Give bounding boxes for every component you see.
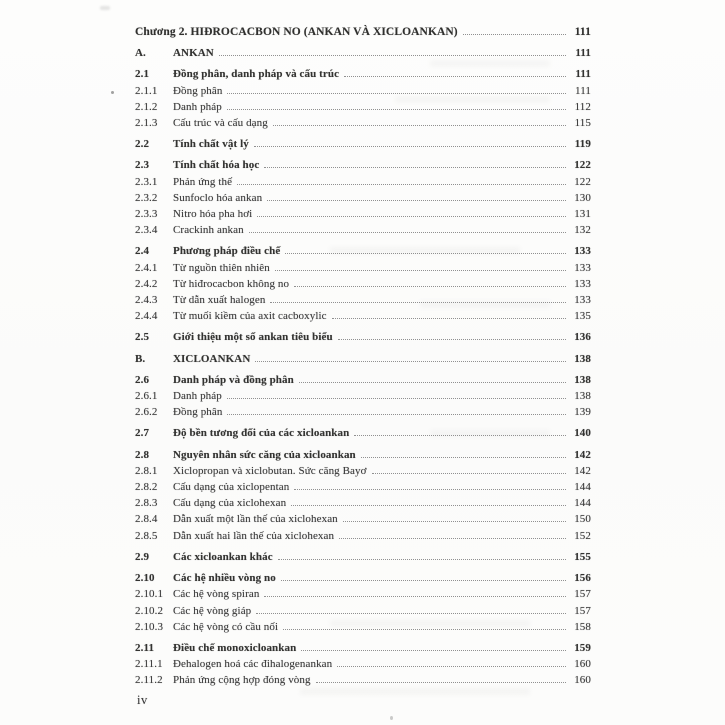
toc-entry-page: 111 [575,84,591,97]
toc-entry-number: 2.8 [135,448,150,461]
toc-entry-number: 2.10.3 [135,620,164,633]
toc-row [135,260,591,276]
toc-entry-number: 2.4.3 [135,294,158,307]
toc-row [135,157,591,173]
toc-row [135,222,591,238]
toc-entry-title: Các hệ vòng giáp [173,604,252,617]
toc-entry-title: Phản ứng cộng hợp đóng vòng [173,674,311,687]
toc-entry-page: 133 [574,245,591,258]
toc-entry-title: Danh pháp [173,100,222,113]
toc-entry-page: 119 [574,138,591,151]
toc-entry-number: 2.8.4 [135,513,158,526]
toc-entry-page: 122 [574,159,591,172]
dot-leader [285,253,566,254]
toc-entry-title: Phương pháp điều chế [173,245,281,258]
toc-entry-page: 140 [574,427,591,440]
toc-row [135,329,591,345]
toc-entry-number: 2.11.1 [135,658,163,671]
toc-entry-title: Phản ứng thế [173,175,233,188]
toc-entry-title: Từ nguồn thiên nhiên [173,261,270,274]
toc-entry-page: 138 [574,390,591,403]
toc-entry-title: Điều chế monoxicloankan [173,641,297,654]
dot-leader [372,473,566,474]
dot-leader [316,682,566,683]
toc-entry-page: 150 [574,513,591,526]
dot-leader [299,382,566,383]
toc-entry-number: 2.4 [135,245,150,258]
dot-leader [227,93,566,94]
table-of-contents [135,24,591,689]
toc-row [135,351,591,367]
toc-entry-number: 2.9 [135,550,150,563]
dot-leader [338,339,566,340]
toc-entry-page: 136 [574,331,591,344]
toc-entry-title: Tính chất vật lý [173,138,249,151]
toc-entry-number: 2.8.1 [135,464,158,477]
toc-entry-number: A. [135,47,146,60]
toc-entry-page: 111 [575,68,591,81]
toc-entry-number: 2.5 [135,331,150,344]
toc-row [135,495,591,511]
toc-entry-page: 144 [574,481,591,494]
dot-leader [237,184,566,185]
dot-leader [264,596,566,597]
dot-leader [270,302,566,303]
toc-entry-page: 138 [574,352,591,365]
toc-entry-title: Danh pháp và đồng phân [173,373,294,386]
toc-entry-number: 2.1.2 [135,100,158,113]
toc-entry-title: XICLOANKAN [173,352,251,365]
dot-leader [283,629,566,630]
toc-entry-page: 132 [574,224,591,237]
dot-leader [249,232,566,233]
toc-entry-title: Từ hiđrocacbon không no [173,277,290,290]
toc-entry-title: Đồng phân, danh pháp và cấu trúc [173,68,340,81]
toc-entry-page: 158 [574,620,591,633]
dot-leader [463,34,566,35]
toc-entry-page: 157 [574,588,591,601]
toc-row [135,190,591,206]
dot-leader [227,414,566,415]
dot-leader [273,125,566,126]
toc-entry-title: Xiclopropan và xiclobutan. Sức căng Bayơ [173,464,367,477]
toc-row [135,528,591,544]
toc-entry-title: Dẫn xuất một lần thế của xiclohexan [173,513,338,526]
toc-row [135,136,591,152]
toc-row [135,672,591,688]
toc-entry-number: 2.11.2 [135,674,163,687]
toc-entry-title: Cấu dạng của xiclopentan [173,481,290,494]
toc-entry-page: 156 [574,572,591,585]
toc-entry-number: 2.8.2 [135,481,158,494]
toc-entry-title: Các hệ vòng có cầu nối [173,620,279,633]
dot-leader [343,521,566,522]
toc-row [135,447,591,463]
toc-entry-number: 2.8.5 [135,529,158,542]
toc-row [135,656,591,672]
toc-entry-page: 159 [574,641,591,654]
toc-row [135,174,591,190]
toc-entry-title: Cấu trúc và cấu dạng [173,117,268,130]
toc-entry-number: 2.1 [135,68,150,81]
toc-entry-page: 133 [574,261,591,274]
toc-row [135,243,591,259]
dot-leader [219,55,566,56]
dot-leader [257,216,566,217]
toc-row [135,83,591,99]
toc-entry-number: 2.3.1 [135,175,158,188]
dot-leader [332,318,566,319]
dot-leader [337,666,566,667]
toc-entry-page: 135 [574,310,591,323]
toc-entry-title: Nitro hóa pha hơi [173,208,253,221]
toc-entry-page: 139 [574,406,591,419]
toc-row [135,463,591,479]
toc-entry-page: 142 [574,448,591,461]
toc-entry-title: Dẫn xuất hai lần thế của xiclohexan [173,529,335,542]
toc-entry-page: 130 [574,191,591,204]
toc-entry-page: 133 [574,277,591,290]
toc-entry-page: 157 [574,604,591,617]
toc-row [135,549,591,565]
toc-row [135,372,591,388]
toc-entry-number: 2.1.1 [135,84,158,97]
toc-row [135,570,591,586]
toc-entry-number: 2.3 [135,159,150,172]
dot-leader [354,435,566,436]
toc-entry-number: 2.7 [135,427,150,440]
dot-leader [291,505,566,506]
toc-entry-number: 2.3.4 [135,224,158,237]
toc-entry-title: Giới thiệu một số ankan tiêu biểu [173,331,333,344]
dot-leader [227,109,566,110]
toc-entry-page: 131 [574,208,591,221]
toc-entry-title: Crackinh ankan [173,224,244,237]
toc-entry-number: 2.6 [135,373,150,386]
toc-entry-page: 144 [574,497,591,510]
toc-entry-page: 152 [574,529,591,542]
toc-entry-number: 2.6.1 [135,390,158,403]
toc-entry-title: Các xicloankan khác [173,550,273,563]
footer-page-number: iv [137,693,148,707]
toc-entry-number: B. [135,352,146,365]
toc-row [135,99,591,115]
dot-leader [256,613,566,614]
toc-row [135,511,591,527]
toc-entry-number: 2.3.2 [135,191,158,204]
toc-entry-page: 142 [574,464,591,477]
toc-row [135,66,591,82]
toc-entry-number: 2.4.1 [135,261,158,274]
dot-leader [344,76,566,77]
toc-entry-title: Đehalogen hoá các đihalogenankan [173,658,333,671]
toc-entry-page: 160 [574,674,591,687]
toc-row [135,603,591,619]
toc-entry-number: 2.11 [135,641,155,654]
toc-row [135,308,591,324]
toc-row [135,619,591,635]
dot-leader [294,286,566,287]
toc-entry-page: 138 [574,373,591,386]
toc-row [135,388,591,404]
toc-entry-title: Từ muối kiềm của axit cacboxylic [173,310,327,323]
toc-entry-number: 2.8.3 [135,497,158,510]
toc-entry-number: 2.4.4 [135,310,158,323]
dot-leader [361,457,566,458]
toc-entry-number: 2.2 [135,138,150,151]
chapter-heading-row [135,24,591,40]
chapter-page-number: 111 [574,26,591,38]
toc-entry-title: Danh pháp [173,390,222,403]
dot-leader [267,200,566,201]
toc-entry-page: 115 [574,117,591,130]
toc-entry-number: 2.1.3 [135,117,158,130]
toc-entry-page: 112 [574,100,591,113]
toc-entry-title: Nguyên nhân sức căng của xicloankan [173,448,356,461]
toc-entries [135,45,591,688]
toc-entry-title: Từ dẫn xuất halogen [173,294,266,307]
toc-row [135,404,591,420]
toc-row [135,206,591,222]
toc-entry-number: 2.10 [135,572,155,585]
toc-row [135,586,591,602]
toc-entry-title: Đồng phân [173,406,223,419]
toc-entry-title: Độ bền tương đối của các xicloankan [173,427,350,440]
toc-entry-title: Đồng phân [173,84,223,97]
toc-row [135,425,591,441]
toc-row [135,479,591,495]
dot-leader [339,538,566,539]
toc-entry-title: Các hệ nhiều vòng no [173,572,276,585]
toc-entry-number: 2.4.2 [135,277,158,290]
dot-leader [227,398,566,399]
toc-row [135,115,591,131]
toc-entry-page: 111 [575,47,591,60]
toc-row [135,292,591,308]
toc-entry-page: 133 [574,294,591,307]
toc-row [135,276,591,292]
toc-entry-page: 160 [574,658,591,671]
dot-leader [254,146,566,147]
toc-row [135,45,591,61]
dot-leader [278,559,566,560]
toc-entry-number: 2.10.2 [135,604,164,617]
toc-row [135,640,591,656]
toc-entry-page: 122 [574,175,591,188]
toc-entry-title: ANKAN [173,47,214,60]
toc-entry-title: Sunfoclo hóa ankan [173,191,263,204]
toc-entry-title: Cấu dạng của xiclohexan [173,497,287,510]
dot-leader [301,650,566,651]
dot-leader [281,580,566,581]
toc-entry-title: Các hệ vòng spiran [173,588,260,601]
toc-entry-number: 2.3.3 [135,208,158,221]
toc-entry-number: 2.10.1 [135,588,164,601]
toc-entry-title: Tính chất hóa học [173,159,260,172]
dot-leader [275,270,566,271]
chapter-title: Chương 2. HIĐROCACBON NO (ANKAN VÀ XICLOANKAN) [135,26,458,38]
dot-leader [294,489,566,490]
toc-entry-page: 155 [574,550,591,563]
toc-entry-number: 2.6.2 [135,406,158,419]
dot-leader [264,167,566,168]
dot-leader [255,361,566,362]
